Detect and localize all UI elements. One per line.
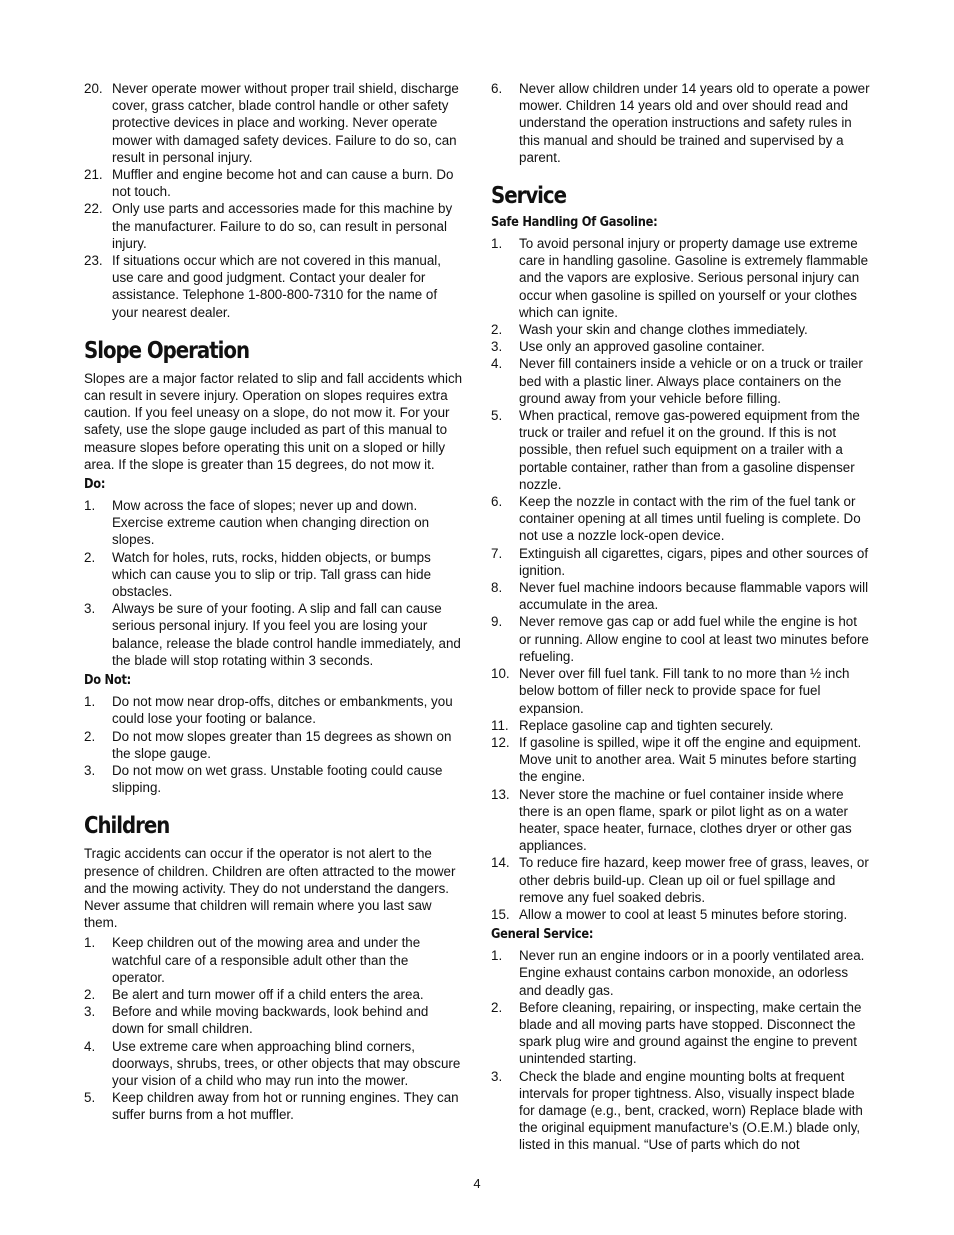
list-item [84, 986, 464, 1003]
list-item [84, 80, 464, 166]
item-text: Allow a mower to cool at least 5 minutes before storing. [519, 906, 848, 922]
item-number: 21. [84, 167, 103, 183]
item-number: 5. [491, 408, 503, 424]
item-text: If gasoline is spilled, wipe it off the engine and equipment. Move unit to another area. Wait 5 minutes before starting the engine. [519, 734, 862, 785]
list-item [491, 338, 871, 355]
item-number: 2. [84, 549, 96, 565]
item-number: 2. [491, 999, 503, 1015]
item-text: To avoid personal injury or property damage use extreme care in handling gasoline. Gasoline is extremely flammable and the vapors are explosive. Serious personal injury can occur when gasoline is spilled on yourself or your clothes which can ignite. [519, 236, 869, 320]
general-service-list [491, 947, 871, 1153]
item-number: 3. [84, 762, 96, 778]
item-number: 10. [491, 666, 510, 682]
list-item [84, 166, 464, 200]
item-number: 9. [491, 614, 503, 630]
children-intro: Tragic accidents can occur if the operator is not alert to the presence of children. Children are often attracted to the mower and the mowing activity. They do not understand the dangers. Never assume that children will remain where you last saw them. [84, 846, 456, 931]
item-text: Never remove gas cap or add fuel while the engine is hot or running. Allow engine to cool at least two minutes before refueling. [519, 614, 869, 664]
item-number: 7. [491, 545, 503, 561]
list-item [491, 613, 871, 665]
item-number: 15. [491, 906, 510, 922]
item-text: Only use parts and accessories made for this machine by the manufacturer. Failure to do so, can result in personal injury. [112, 201, 453, 251]
item-number: 11. [491, 717, 509, 733]
item-text: Never fuel machine indoors because flammable vapors will accumulate in the area. [519, 580, 869, 613]
item-number: 13. [491, 786, 510, 802]
item-number: 8. [491, 580, 503, 596]
slope-operation-heading: Slope Operation [84, 337, 249, 364]
item-text: Do not mow on wet grass. Unstable footing could cause slipping. [112, 762, 443, 796]
item-number: 5. [84, 1090, 96, 1106]
item-number: 1. [84, 498, 96, 514]
safety-rules-list [84, 80, 464, 321]
slope-do-heading: Do: [84, 477, 106, 493]
list-item [84, 600, 464, 669]
item-number: 3. [491, 339, 503, 355]
list-item [491, 999, 871, 1068]
item-text: Check the blade and engine mounting bolts at frequent intervals for proper tightness. Also, visually inspect blade for damage (e.g., bent, cracked, worn) Replace blade with the original equipment manufacture’s (O.E.M.) blade only, listed in this manual. “Use of parts which do not [519, 1068, 863, 1153]
children-list-continued [491, 80, 871, 166]
list-item [84, 693, 464, 727]
item-text: Do not mow near drop-offs, ditches or embankments, you could lose your footing or balance. [112, 694, 453, 727]
item-number: 2. [491, 322, 503, 338]
item-text: Before and while moving backwards, look behind and down for small children. [112, 1004, 429, 1037]
service-section [491, 183, 871, 1154]
item-text: To reduce fire hazard, keep mower free of grass, leaves, or other debris build-up. Clean up oil or fuel spillage and remove any fuel soaked debris. [519, 855, 869, 905]
list-item [84, 497, 464, 549]
list-item [491, 947, 871, 999]
item-text: Wash your skin and change clothes immediately. [519, 322, 808, 338]
item-number: 3. [84, 601, 96, 617]
slope-do-not-list [84, 693, 464, 796]
item-number: 3. [491, 1068, 503, 1084]
item-number: 14. [491, 855, 510, 871]
item-number: 3. [84, 1004, 96, 1020]
item-text: Mow across the face of slopes; never up and down. Exercise extreme caution when changing direction on slopes. [112, 498, 430, 548]
item-number: 1. [491, 236, 503, 252]
item-text: Keep children away from hot or running engines. They can suffer burns from a hot muffler. [112, 1090, 459, 1123]
item-text: Never allow children under 14 years old to operate a power mower. Children 14 years old and over should read and understand the operation instructions and safety rules in this manual and should be trained and supervised by a parent. [519, 81, 870, 165]
list-item [491, 407, 871, 493]
item-number: 1. [84, 935, 96, 951]
item-number: 20. [84, 81, 103, 96]
list-item [491, 80, 871, 166]
list-item [491, 493, 871, 545]
item-number: 22. [84, 201, 103, 217]
slope-do-list [84, 497, 464, 669]
item-text: When practical, remove gas-powered equipment from the truck or trailer and refuel it on the ground. If this is not possible, then refuel such equipment on a trailer with a portable container, rather than from a gasoline dispenser nozzle. [519, 408, 860, 492]
item-text: Use extreme care when approaching blind corners, doorways, shrubs, trees, or other objects that may obscure your vision of a child who may run into the mower. [112, 1038, 461, 1088]
item-number: 4. [491, 356, 503, 372]
item-text: Never run an engine indoors or in a poorly ventilated area. Engine exhaust contains carbon monoxide, an odorless and deadly gas. [519, 948, 865, 998]
item-text: Keep children out of the mowing area and under the watchful care of a responsible adult other than the operator. [112, 935, 421, 985]
item-text: Keep the nozzle in contact with the rim of the fuel tank or container opening at all times until fueling is complete. Do not use a nozzle lock-open device. [519, 494, 861, 544]
item-number: 12. [491, 734, 510, 750]
service-heading: Service [491, 183, 567, 210]
list-item [491, 906, 871, 923]
children-section [84, 813, 464, 1123]
item-number: 4. [84, 1038, 96, 1054]
item-text: Never store the machine or fuel container inside where there is an open flame, spark or pilot light as on a water heater, space heater, furnace, clothes dryer or other gas appliances. [519, 786, 852, 854]
list-item [491, 235, 871, 321]
item-text: Muffler and engine become hot and can cause a burn. Do not touch. [112, 167, 454, 200]
item-text: Never operate mower without proper trail shield, discharge cover, grass catcher, blade control handle or other safety protective devices in place and working. Never operate mower with damaged safety devices. Failure to do so, can result in personal injury. [112, 81, 459, 165]
item-number: 23. [84, 253, 103, 269]
item-text: Never fill containers inside a vehicle or on a truck or trailer bed with a plastic liner. Always place containers on the ground away from your vehicle before filling. [519, 356, 863, 406]
slope-do-not-heading: Do Not: [84, 673, 131, 689]
list-item [491, 717, 871, 734]
list-item [84, 549, 464, 601]
item-text: Extinguish all cigarettes, cigars, pipes and other sources of ignition. [519, 545, 869, 578]
slope-operation-intro: Slopes are a major factor related to slip and fall accidents which can result in severe injury. Operation on slopes requires extra caution. If you feel uneasy on a slope, do not mow it. For your safety, use the slope gauge included as part of this manual to measure slopes before operating this unit on a sloped or hilly area. If the slope is greater than 15 degrees, do not mow it. [84, 370, 463, 472]
list-item [84, 728, 464, 762]
list-item [491, 786, 871, 855]
list-item [491, 734, 871, 786]
item-text: Replace gasoline cap and tighten securely. [519, 717, 774, 733]
general-service-heading: General Service: [491, 927, 594, 943]
gasoline-list [491, 235, 871, 923]
item-text: Do not mow slopes greater than 15 degrees as shown on the slope gauge. [112, 728, 452, 761]
list-item [491, 665, 871, 717]
item-text: Before cleaning, repairing, or inspecting, make certain the blade and all moving parts have stopped. Disconnect the spark plug wire and ground against the engine to prevent unintended starting. [519, 999, 862, 1067]
item-number: 6. [491, 494, 503, 510]
list-item [84, 934, 464, 986]
list-item [84, 1089, 464, 1123]
item-number: 1. [84, 694, 96, 710]
page-number: 4 [473, 1176, 481, 1191]
item-number: 1. [491, 948, 503, 964]
item-text: Watch for holes, ruts, rocks, hidden objects, or bumps which can cause you to slip or trip. Tall grass can hide obstacles. [112, 549, 432, 600]
list-item [491, 545, 871, 579]
list-item [491, 854, 871, 906]
item-number: 2. [84, 728, 96, 744]
children-heading: Children [84, 813, 170, 840]
item-text: If situations occur which are not covered in this manual, use care and good judgment. Contact your dealer for assistance. Telephone 1-800-800-7310 for the name of your nearest dealer. [112, 253, 441, 320]
list-item [491, 355, 871, 407]
children-list [84, 934, 464, 1123]
item-number: 2. [84, 986, 96, 1002]
list-item [491, 321, 871, 338]
gasoline-heading: Safe Handling Of Gasoline: [491, 215, 658, 231]
item-number: 6. [491, 81, 503, 96]
item-text: Be alert and turn mower off if a child enters the area. [112, 986, 424, 1002]
list-item [491, 1068, 871, 1154]
left-column [84, 80, 464, 1124]
item-text: Use only an approved gasoline container. [519, 339, 765, 355]
list-item [84, 1003, 464, 1037]
item-text: Never over fill fuel tank. Fill tank to no more than ½ inch below bottom of filler neck to provide space for fuel expansion. [519, 666, 850, 716]
item-text: Always be sure of your footing. A slip and fall can cause serious personal injury. If you feel you are losing your balance, release the blade control handle immediately, and the blade will stop rotating within 3 seconds. [112, 601, 461, 668]
slope-operation-section [84, 338, 464, 796]
right-column [491, 80, 871, 1154]
list-item [84, 1038, 464, 1090]
list-item [491, 579, 871, 613]
list-item [84, 762, 464, 796]
list-item [84, 252, 464, 321]
list-item [84, 200, 464, 252]
